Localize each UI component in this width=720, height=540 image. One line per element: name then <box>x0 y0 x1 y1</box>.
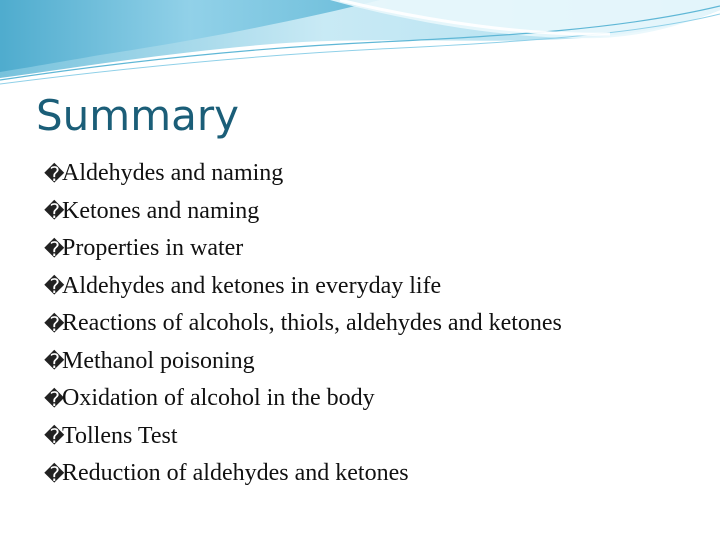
bullet-item <box>44 343 562 381</box>
bullet-item <box>44 193 562 231</box>
bullet-icon: � <box>44 461 65 486</box>
bullet-icon: � <box>44 349 65 374</box>
bullet-item <box>44 418 562 456</box>
bullet-item <box>44 455 562 493</box>
bullet-icon: � <box>44 274 65 299</box>
bullet-item <box>44 230 562 268</box>
header-wave-decoration <box>0 0 720 90</box>
bullet-text: Tollens Test <box>62 422 178 449</box>
bullet-text: Properties in water <box>62 235 244 262</box>
slide-title: Summary <box>36 91 239 140</box>
bullet-item <box>44 380 562 418</box>
bullet-icon: � <box>44 236 65 261</box>
bullet-item <box>44 305 562 343</box>
bullet-text: Aldehydes and ketones in everyday life <box>62 272 442 299</box>
bullet-text: Aldehydes and naming <box>62 160 284 187</box>
bullet-item <box>44 155 562 193</box>
bullet-text: Reduction of aldehydes and ketones <box>62 460 409 487</box>
bullet-text: Ketones and naming <box>62 197 260 224</box>
bullet-icon: � <box>44 199 65 224</box>
bullet-list <box>44 155 562 493</box>
bullet-icon: � <box>44 424 65 449</box>
bullet-icon: � <box>44 386 65 411</box>
bullet-icon: � <box>44 311 65 336</box>
bullet-text: Methanol poisoning <box>62 347 255 374</box>
bullet-text: Reactions of alcohols, thiols, aldehydes and ketones <box>62 310 562 337</box>
bullet-item <box>44 268 562 306</box>
bullet-text: Oxidation of alcohol in the body <box>62 385 375 412</box>
bullet-icon: � <box>44 161 65 186</box>
